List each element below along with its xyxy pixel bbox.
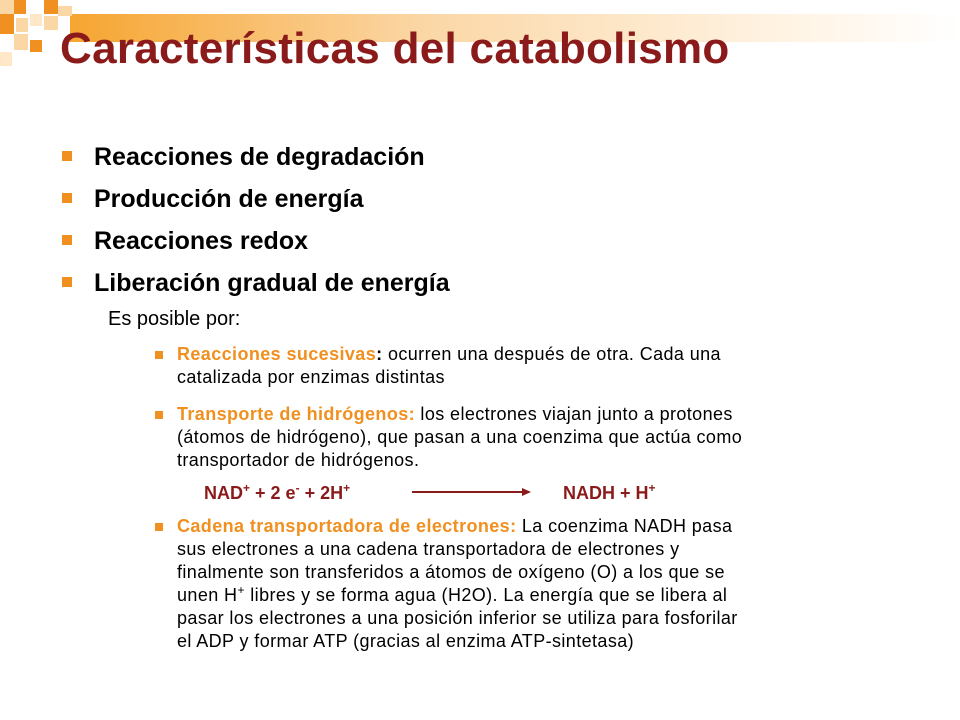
sub-bullet-line: finalmente son transferidos a átomos de oxígeno (O) a los que se <box>177 562 725 582</box>
bullet-square-icon <box>62 235 72 245</box>
equation-superscript: + <box>343 481 351 495</box>
sub-bullet-line: (átomos de hidrógeno), que pasan a una coenzima que actúa como <box>177 427 743 447</box>
bullet-square-icon <box>62 277 72 287</box>
bullet-text: Producción de energía <box>94 185 364 213</box>
equation-term: NAD <box>204 483 243 503</box>
sub-bullet-line: pasar los electrones a una posición inferior se utiliza para fosforilar <box>177 608 738 628</box>
bullet-square-icon <box>62 193 72 203</box>
term-separator: : <box>376 344 383 364</box>
equation-term: NADH + H <box>563 483 649 503</box>
sub-bullet-line <box>177 515 907 538</box>
deco-square <box>0 52 12 66</box>
line-text: unen H <box>177 585 238 605</box>
bullet-text: Reacciones de degradación <box>94 143 425 171</box>
bullet-text: Reacciones redox <box>94 227 308 255</box>
bullet-square-icon <box>155 351 163 359</box>
deco-square <box>30 14 42 26</box>
line-text: los electrones viajan junto a protones <box>415 404 733 424</box>
highlight-term: Transporte de hidrógenos: <box>177 404 416 424</box>
equation-left <box>204 483 350 504</box>
subheading: Es posible por: <box>108 308 241 330</box>
line-text: libres y se forma agua (H2O). La energía que se libera al <box>244 585 728 605</box>
reaction-arrow-icon <box>410 485 532 499</box>
deco-square <box>14 34 28 50</box>
ion-superscript: + <box>237 583 245 597</box>
bullet-square-icon <box>155 523 163 531</box>
deco-square <box>44 16 58 30</box>
sub-bullet-line <box>177 343 907 366</box>
deco-square <box>58 6 72 16</box>
equation-term: + 2H <box>299 483 344 503</box>
sub-bullet-body <box>177 343 907 389</box>
deco-square <box>30 40 42 52</box>
sub-bullet-line <box>177 403 907 426</box>
highlight-term: Reacciones sucesivas <box>177 344 377 364</box>
sub-bullet-body <box>177 515 907 653</box>
slide-title: Características del catabolismo <box>60 24 730 73</box>
line-text: La coenzima NADH pasa <box>516 516 733 536</box>
deco-square <box>14 0 26 14</box>
bullet-text: Liberación gradual de energía <box>94 269 450 297</box>
line-text: ocurren una después de otra. Cada una <box>382 344 721 364</box>
sub-bullet-line: el ADP y formar ATP (gracias al enzima ATP-sintetasa) <box>177 631 635 651</box>
deco-square <box>44 0 58 14</box>
bullet-square-icon <box>155 411 163 419</box>
bullet-square-icon <box>62 151 72 161</box>
equation-term: + 2 e <box>250 483 296 503</box>
highlight-term: Cadena transportadora de electrones: <box>177 516 517 536</box>
sub-bullet-body <box>177 403 907 472</box>
deco-square <box>0 14 14 34</box>
equation-superscript: + <box>243 481 251 495</box>
sub-bullet-line: sus electrones a una cadena transportadora de electrones y <box>177 539 680 559</box>
deco-square <box>0 0 14 14</box>
sub-bullet-line: catalizada por enzimas distintas <box>177 367 445 387</box>
equation-superscript: - <box>295 481 300 495</box>
sub-bullet-line <box>177 584 907 607</box>
equation-superscript: + <box>648 481 656 495</box>
equation-right <box>563 483 656 504</box>
deco-square <box>16 18 28 32</box>
sub-bullet-line: transportador de hidrógenos. <box>177 450 420 470</box>
